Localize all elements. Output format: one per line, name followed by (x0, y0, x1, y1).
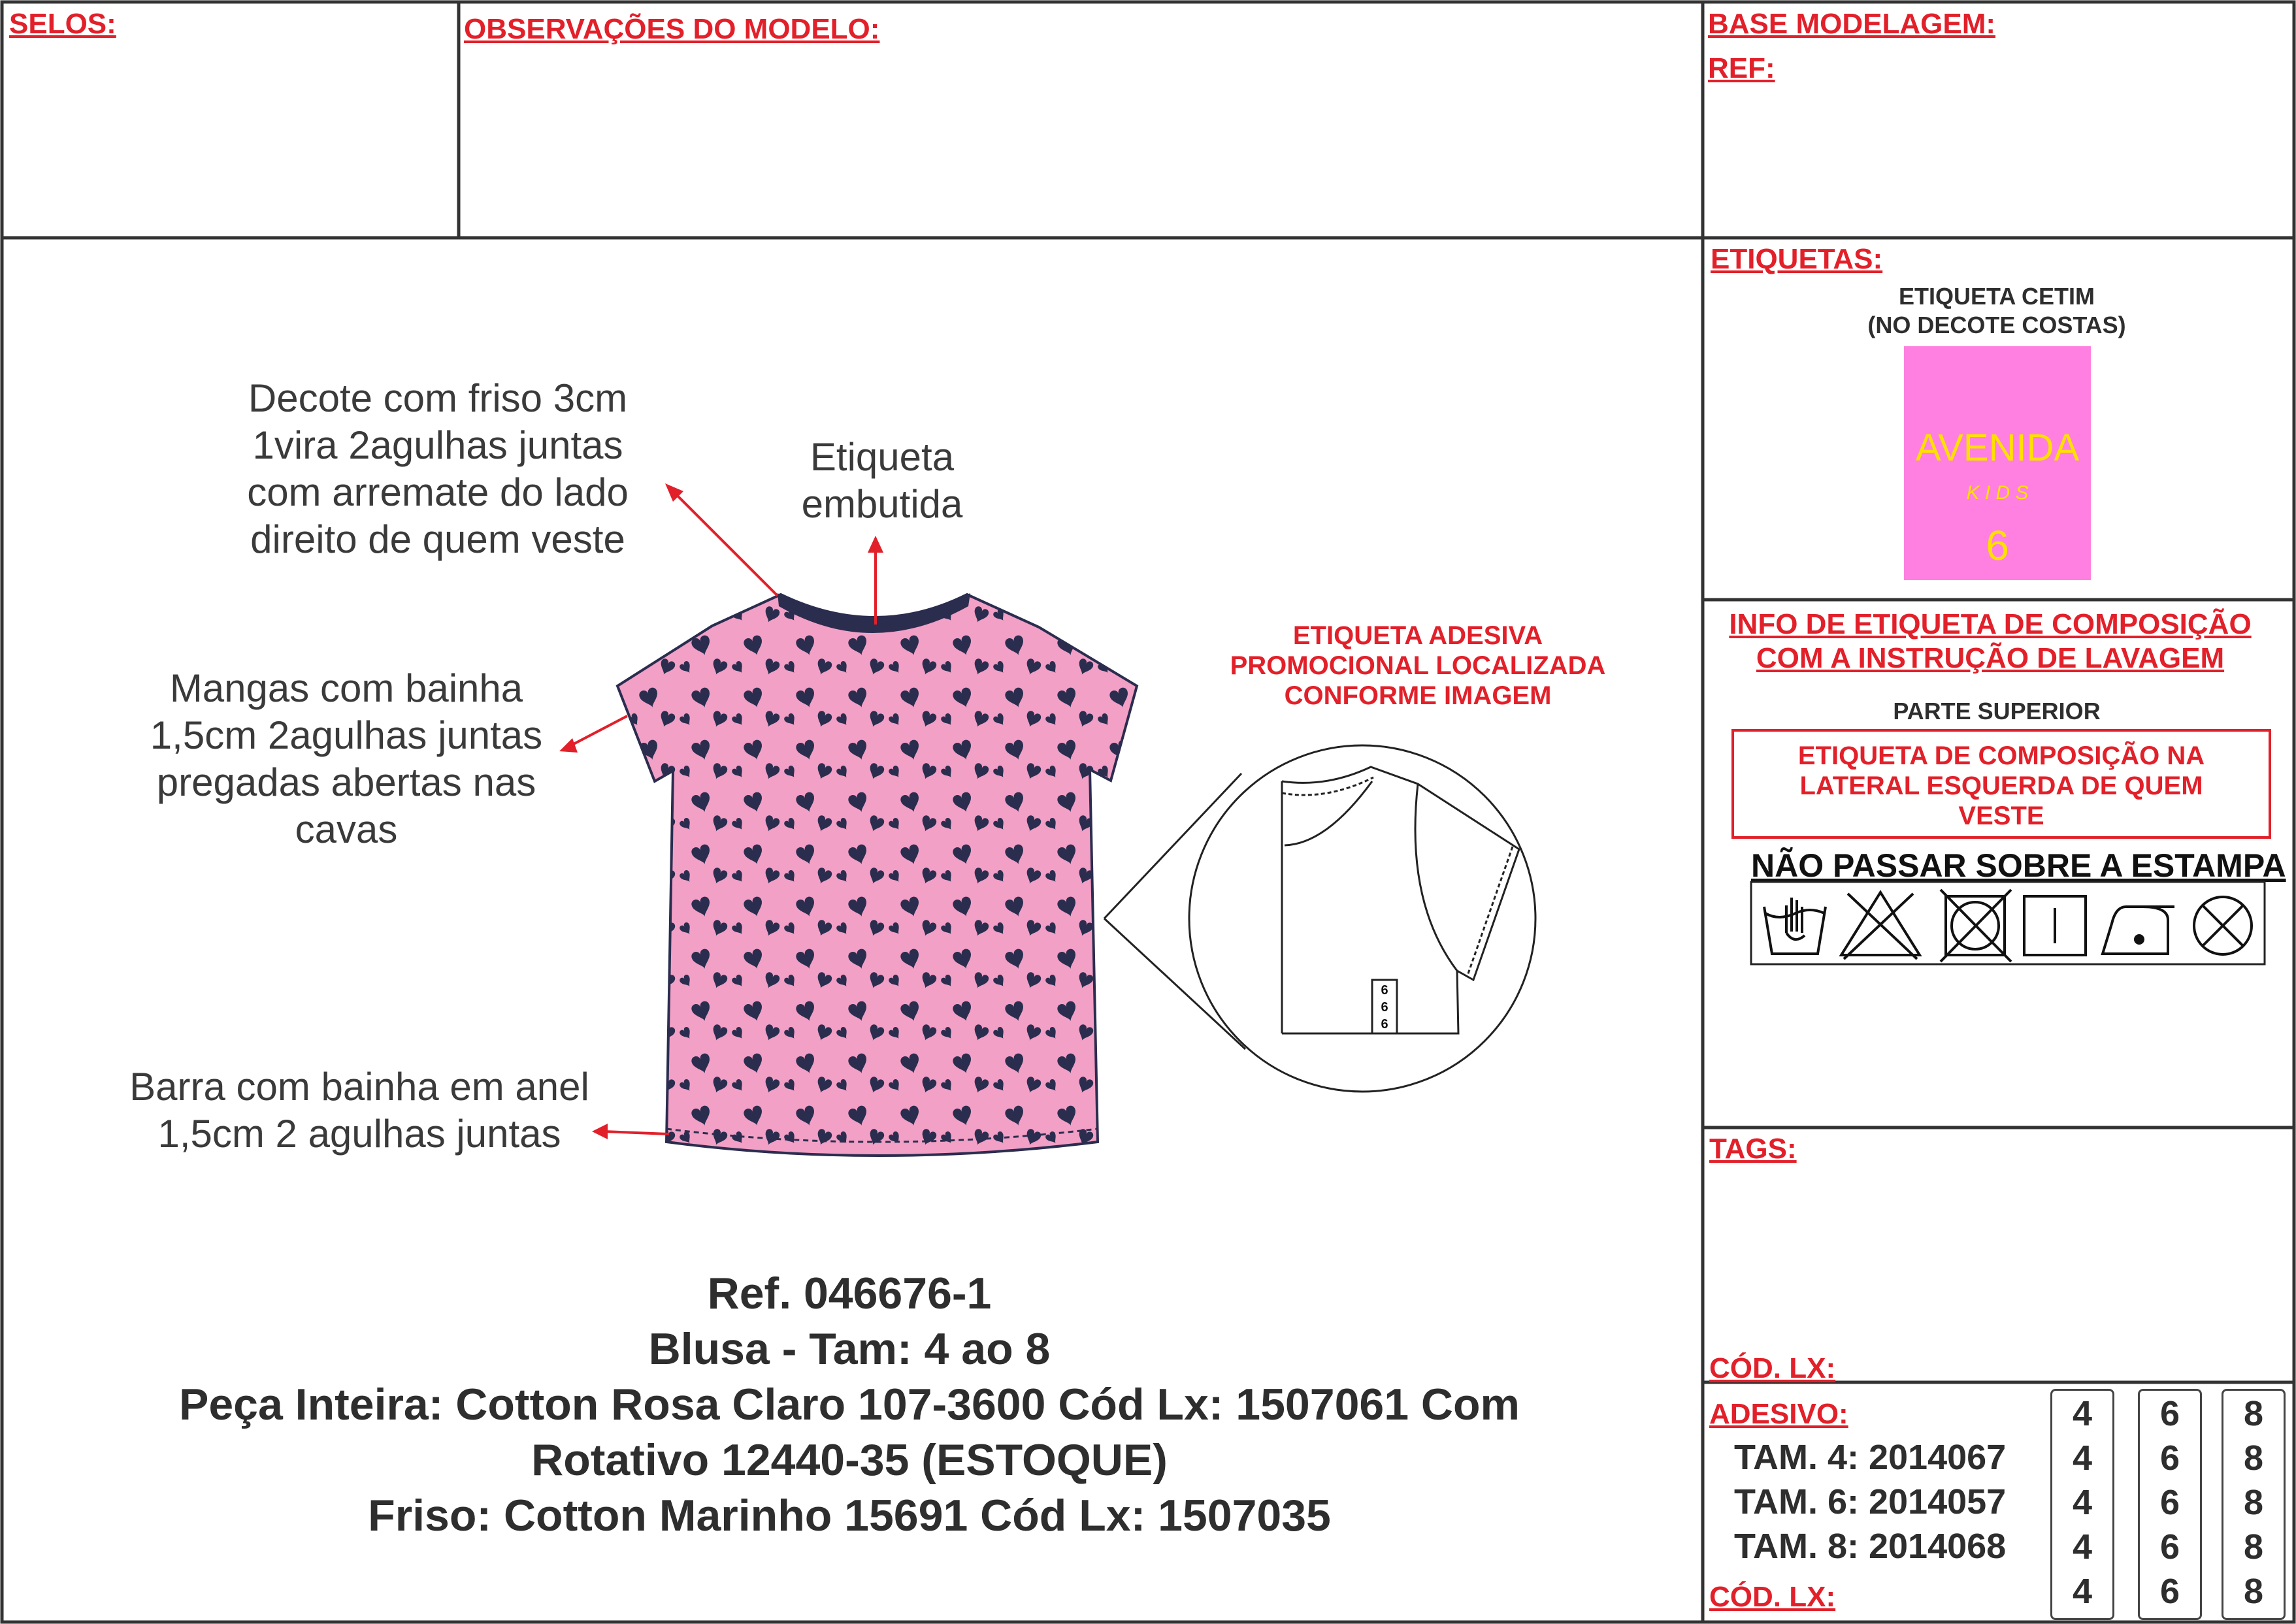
detail-label-digit: 6 (1381, 983, 1388, 998)
brand-name: AVENIDA (1915, 427, 2080, 469)
product-line-3: Friso: Cotton Marinho 15691 Cód Lx: 1507035 (368, 1491, 1331, 1540)
adesivo-code-8: TAM. 8: 2014068 (1734, 1527, 2007, 1566)
tshirt-front (617, 593, 1137, 1156)
brand-size: 6 (1986, 522, 2009, 569)
product-line-2: Rotativo 12440-35 (ESTOQUE) (531, 1435, 1168, 1485)
size-cell: 6 (2159, 1438, 2180, 1478)
detail-label-digit: 6 (1381, 1017, 1388, 1031)
line-dry-icon (2024, 896, 2086, 955)
adesivo-code-4: TAM. 4: 2014067 (1734, 1438, 2007, 1477)
size-column-4 (2050, 1389, 2114, 1620)
size-cell: 8 (2243, 1483, 2264, 1522)
callout-etiqueta-embutida: Etiqueta embutida (801, 435, 963, 526)
nao-passar-label: NÃO PASSAR SOBRE A ESTAMPA (1751, 847, 2286, 884)
adesivo-header: ADESIVO: (1709, 1398, 1848, 1430)
detail-magnifier (1104, 745, 1535, 1092)
observacoes-header: OBSERVAÇÕES DO MODELO: (464, 13, 880, 45)
size-cell: 4 (2072, 1438, 2093, 1478)
iron-low-icon (2103, 907, 2174, 954)
tags-header: TAGS: (1709, 1133, 1797, 1165)
brand-sub: K I D S (1966, 482, 2029, 504)
composicao-text: ETIQUETA DE COMPOSIÇÃO NA LATERAL ESQUERDA DE QUEM VESTE (1797, 741, 2205, 830)
size-cell: 8 (2243, 1527, 2264, 1567)
care-symbols (1750, 881, 2266, 966)
product-description (65, 1266, 1633, 1544)
callout-mangas: Mangas com bainha 1,5cm 2agulhas juntas pregadas abertas nas cavas (150, 666, 543, 851)
product-ref: Ref. 046676-1 (707, 1269, 992, 1318)
size-cell: 4 (2072, 1483, 2093, 1522)
size-cell: 6 (2159, 1394, 2180, 1433)
size-cell: 4 (2072, 1527, 2093, 1567)
base-modelagem-header: BASE MODELAGEM: (1708, 8, 1995, 40)
size-cell: 8 (2243, 1572, 2264, 1611)
size-column-6 (2138, 1389, 2202, 1620)
parte-superior-label: PARTE SUPERIOR (1893, 698, 2101, 724)
ref-header: REF: (1708, 52, 1775, 84)
etiqueta-adesiva-label: ETIQUETA ADESIVA PROMOCIONAL LOCALIZADA CONFORME IMAGEM (1230, 621, 1606, 710)
callout-decote: Decote com friso 3cm 1vira 2agulhas juntas com arremate do lado direito de quem veste (247, 376, 629, 561)
size-cell: 4 (2072, 1394, 2093, 1433)
no-tumble-dry-icon (1941, 890, 2011, 962)
size-cell: 4 (2072, 1572, 2093, 1611)
brand-label (1904, 346, 2091, 580)
cod-lx-header-2: CÓD. LX: (1709, 1581, 1836, 1613)
no-dry-clean-icon (2194, 897, 2252, 954)
hand-wash-icon (1764, 898, 1826, 954)
size-cell: 6 (2159, 1483, 2180, 1522)
selos-header: SELOS: (9, 8, 116, 40)
detail-label-digit: 6 (1381, 1000, 1388, 1015)
cod-lx-header-1: CÓD. LX: (1709, 1352, 1836, 1384)
product-line-1: Peça Inteira: Cotton Rosa Claro 107-3600 Cód Lx: 1507061 Com (178, 1380, 1520, 1429)
no-bleach-icon (1841, 892, 1920, 959)
composicao-box (1731, 729, 2271, 839)
etiquetas-header: ETIQUETAS: (1711, 243, 1883, 275)
size-cell: 8 (2243, 1438, 2264, 1478)
etiqueta-cetim-label: ETIQUETA CETIM (NO DECOTE COSTAS) (1867, 283, 2126, 338)
callout-barra: Barra com bainha em anel 1,5cm 2 agulhas juntas (129, 1065, 589, 1156)
adesivo-code-6: TAM. 6: 2014057 (1734, 1482, 2007, 1521)
size-cell: 6 (2159, 1572, 2180, 1611)
size-cell: 6 (2159, 1527, 2180, 1567)
size-cell: 8 (2243, 1394, 2264, 1433)
product-title: Blusa - Tam: 4 ao 8 (648, 1324, 1051, 1374)
info-composicao-header: INFO DE ETIQUETA DE COMPOSIÇÃO COM A INSTRUÇÃO DE LAVAGEM (1729, 608, 2252, 674)
size-column-8 (2222, 1389, 2286, 1620)
